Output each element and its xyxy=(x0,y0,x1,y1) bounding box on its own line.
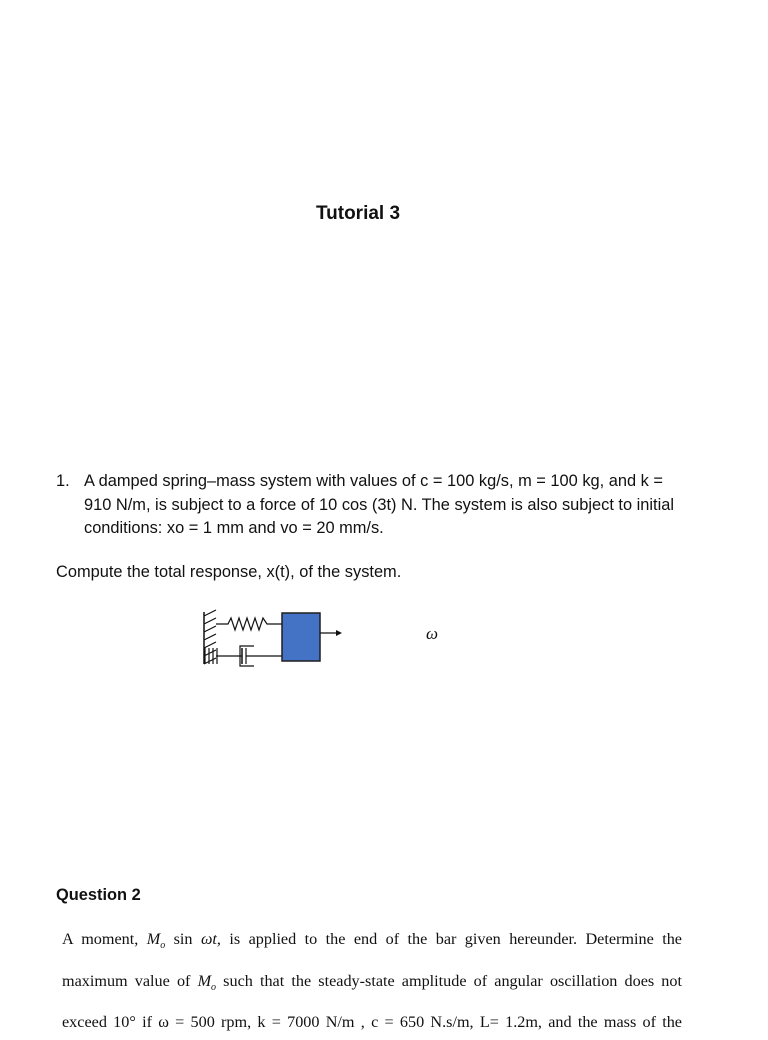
mass-block xyxy=(282,613,320,661)
damper xyxy=(216,646,282,666)
page-title: Tutorial 3 xyxy=(315,203,401,224)
question-1-number: 1. xyxy=(56,472,70,490)
question-1-line-3: conditions: xo = 1 mm and vo = 20 mm/s. xyxy=(84,519,384,537)
spring-mass-damper-diagram xyxy=(196,608,356,672)
omega-label: ω xyxy=(426,624,439,643)
question-2-line-2: maximum value of $M_o$ such that the steady-state amplitude of angular oscillation does not xyxy=(62,971,682,993)
question-1-text xyxy=(84,470,728,541)
question-1-instruction: Compute the total response, x(t), of the system. xyxy=(56,563,402,581)
question-2-line-1: A moment, $M_o$ sin ωt, is applied to the end of the bar given hereunder. Determine the xyxy=(62,930,682,952)
question-1-line-2: 910 N/m, is subject to a force of 10 cos (3t) N. The system is also subject to initial xyxy=(84,495,675,514)
spring xyxy=(216,618,282,630)
question-2-heading: Question 2 xyxy=(56,886,141,904)
question-1 xyxy=(56,470,728,541)
question-2-text xyxy=(62,922,682,1040)
question-2-line-3: exceed 10° if ω = 500 rpm, k = 7000 N/m , c = 650 N.s/m, L= 1.2m, and the mass of the xyxy=(62,1013,682,1032)
fixed-wall xyxy=(204,610,217,664)
question-1-line-1: A damped spring–mass system with values of c = 100 kg/s, m = 100 kg, and k = xyxy=(84,472,663,490)
force-arrow xyxy=(320,630,342,636)
